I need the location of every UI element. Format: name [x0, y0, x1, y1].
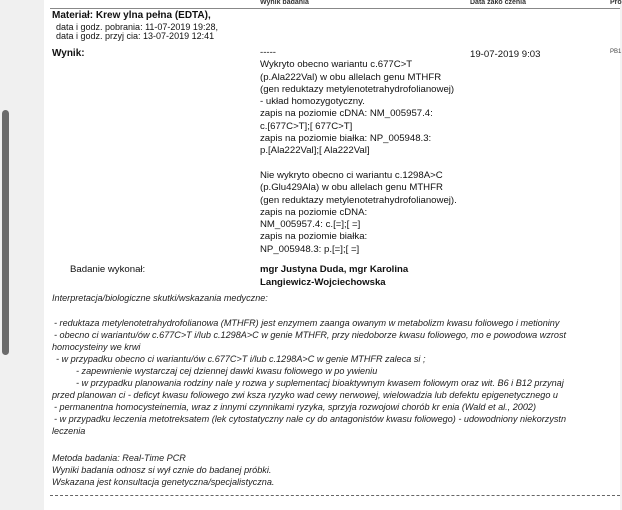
interpretation-line: - w przypadku obecno ci wariantu/ów c.677C>T i/lub c.1298A>C w genie MTHFR zaleca si ; [56, 354, 426, 364]
received-date: data i godz. przyj cia: 13-07-2019 12:41 [56, 31, 215, 41]
scroll-handle[interactable] [2, 110, 9, 355]
result-line: Wykryto obecno wariantu c.677C>T [260, 59, 413, 71]
result-line: zapis na poziomie białka: NP_005948.3: [260, 133, 432, 145]
interpretation-line: - obecno ci wariantu/ów c.677C>T i/lub c.1298A>C w genie MTHFR, przy niedoborze kwasu foliowego, mo e powodowa wzrost [54, 330, 567, 340]
interpretation-line: - permanentna homocysteinemia, wraz z innymi czynnikami ryzyka, sprzyja rozwojowi chorób kr enia (Wald et al., 2002) [54, 402, 536, 412]
result-line: (p.Ala222Val) w obu allelach genu MTHFR [260, 71, 442, 83]
method-line: Metoda badania: Real-Time PCR [52, 453, 186, 463]
result-line: zapis na poziomie cDNA: NM_005957.4: [260, 108, 433, 120]
result-line: p.[Ala222Val];[ Ala222Val] [260, 145, 370, 157]
column-header-prod: Pro [610, 0, 622, 6]
result-line: c.[677C>T];[ 677C>T] [260, 120, 353, 132]
column-header-date: Data zako czenia [470, 0, 527, 6]
result-line: (gen reduktazy metylenotetrahydrofolianowej). [260, 194, 457, 206]
result-line: Nie wykryto obecno ci wariantu c.1298A>C [260, 169, 443, 181]
collected-date: data i godz. pobrania: 11-07-2019 19:28, [56, 22, 218, 32]
method-line: Wyniki badania odnosz si wył cznie do badanej próbki. [52, 465, 272, 475]
material-title: Materiał: Krew ylna pełna (EDTA), [52, 10, 211, 21]
result-label: Wynik: [52, 48, 85, 59]
result-line: zapis na poziomie białka: [260, 231, 368, 243]
document-page [44, 0, 620, 510]
interpretation-line: - reduktaza metylenotetrahydrofolianowa (MTHFR) jest enzymem zaanga owanym w metabolizm kwasu foliowego i metioniny [54, 318, 560, 328]
performed-by-names [260, 264, 408, 289]
column-header-test: Wynik badania [260, 0, 309, 6]
interpretation-line: homocysteiny we krwi [52, 342, 141, 352]
result-line: (p.Glu429Ala) w obu allelach genu MTHFR [260, 182, 443, 194]
interpretation-heading: Interpretacja/biologiczne skutki/wskazania medyczne: [52, 293, 268, 303]
interpretation-line: - w przypadku leczenia metotreksatem (lek cytostatyczny nale cy do antagonistów kwasu foliowego) - udowodniony niekorzystn [54, 414, 567, 424]
result-line: NP_005948.3: p.[=];[ =] [260, 243, 360, 255]
interpretation-line: - w przypadku planowania rodziny nale y rozwa y suplementacj bioaktywnym kwasem foliowym oraz wit. B6 i B12 przynaj [76, 378, 564, 388]
performed-by-line: mgr Justyna Duda, mgr Karolina [260, 264, 409, 275]
result-dashes: ----- [260, 47, 276, 58]
footer-dashed-divider [50, 495, 620, 496]
interpretation-line: - zapewnienie wystarczaj cej dziennej dawki kwasu foliowego w po ywieniu [76, 366, 378, 376]
interpretation-line: leczenia [52, 426, 86, 436]
result-line: - układ homozygotyczny. [260, 96, 365, 108]
result-line: (gen reduktazy metylenotetrahydrofolianowej) [260, 83, 455, 95]
completion-date: 19-07-2019 9:03 [470, 49, 541, 60]
result-line: zapis na poziomie cDNA: [260, 206, 368, 218]
performed-by-label: Badanie wykonał: [70, 264, 146, 275]
result-line: NM_005957.4: c.[=];[ =] [260, 219, 361, 231]
left-sidebar-strip [0, 0, 44, 510]
method-line: Wskazana jest konsultacja genetyczna/specjalistyczna. [52, 477, 275, 487]
performed-by-line: Langiewicz-Wojciechowska [260, 276, 386, 288]
result-code: PB1 [610, 49, 622, 55]
result-text [260, 47, 457, 256]
interpretation-line: przed planowan ci - deficyt kwasu foliowego zwi ksza ryzyko wad cewy nerwowej, wielowadzia lub defektu epigenetycznego u [52, 390, 558, 400]
header-divider [50, 8, 620, 9]
